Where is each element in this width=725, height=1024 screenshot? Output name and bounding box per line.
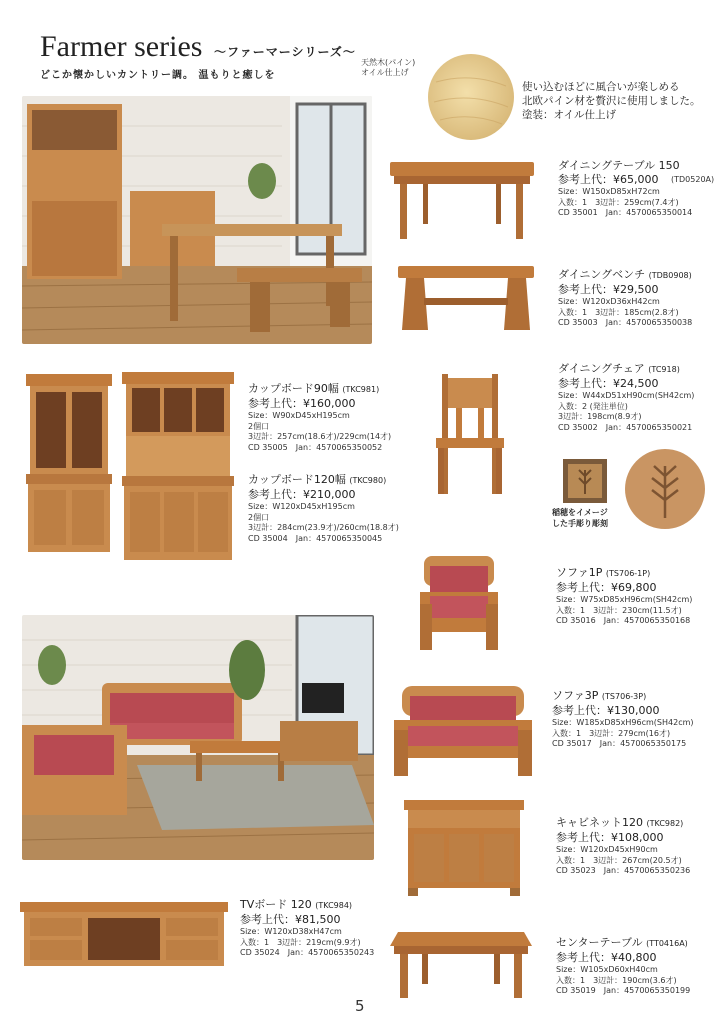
wood-label: 天然木(パイン) オイル仕上げ [361,58,416,77]
sofa3p-info: ソファ3P (TS706-3P) 参考上代：¥130,000 Size：W185xD85xH96cm(SH42cm) 入数：1 3辺計：279cm(16才) CD 35017 Jan：4570065350175 [552,689,694,748]
dining-table-info: ダイニングテーブル 150 参考上代：¥65,000 (TD0520A) Size：W150xD85xH72cm 入数：1 3辺計：259cm(7.4才) CD 35001 Jan：4570065350014 [558,159,715,217]
carved-panel-image [562,458,608,504]
series-subtitle: ～ファーマーシリーズ～ [213,45,356,59]
sofa3p-image [390,682,536,778]
tagline: どこか懐かしいカントリー調。 温もりと癒しを [40,70,276,81]
center-table-info: センターテーブル (TT0416A) 参考上代：¥40,800 Size：W105xD60xH40cm 入数：1 3辺計：190cm(3.6才) CD 35019 Jan：4570065350199 [556,936,691,995]
intro-text: 使い込むほどに風合いが楽しめる 北欧パイン材を贅沢に使用しました。 塗装：オイル仕上げ [522,81,701,121]
dining-bench-image [396,264,536,334]
carving-caption: 稲穂をイメージ した手彫り彫刻 [552,508,608,528]
cupboard120-info: カップボード120幅 (TKC980) 参考上代：¥210,000 Size：W120xD45xH195cm 2個口 3辺計：284cm(23.9才)/260cm(18.8才) CD 35004 Jan：4570065350045 [248,473,399,543]
cupboard90-info: カップボード90幅 (TKC981) 参考上代：¥160,000 Size：W90xD45xH195cm 2個口 3辺計：257cm(18.6才)/229cm(14才) CD 35005 Jan：4570065350052 [248,382,392,452]
cabinet120-image [402,798,526,898]
cabinet120-info: キャビネット120 (TKC982) 参考上代：¥108,000 Size：W120xD45xH90cm 入数：1 3辺計：267cm(20.5才) CD 35023 Jan：4570065350236 [556,816,691,875]
center-table-image [388,928,534,1000]
wood-sample-image [426,52,516,142]
tv-board-info: TVボード 120 (TKC984) 参考上代：¥81,500 Size：W120xD38xH47cm 入数：1 3辺計：219cm(9.9才) CD 35024 Jan：4570065350243 [240,898,375,957]
wheat-carving-image [624,448,706,530]
sofa1p-info: ソファ1P (TS706-1P) 参考上代：¥69,800 Size：W75xD85xH96cm(SH42cm) 入数：1 3辺計：230cm(11.5才) CD 35016 Jan：4570065350168 [556,566,693,625]
cupboard120-image [120,370,236,562]
sofa1p-image [416,552,502,652]
page-number: 5 [355,997,365,1015]
dining-bench-info: ダイニングベンチ (TDB0908) 参考上代：¥29,500 Size：W120xD36xH42cm 入数：1 3辺計：185cm(2.8才) CD 35003 Jan：4570065350038 [558,268,693,327]
page-title [40,30,356,64]
dining-chair-info: ダイニングチェア (TC918) 参考上代：¥24,500 Size：W44xD51xH90cm(SH42cm) 入数：2 (発注単位) 3辺計：198cm(8.9才) CD 35002 Jan：4570065350021 [558,362,695,432]
dining-room-photo [22,96,372,344]
tv-board-image [18,900,230,970]
dining-table-image [388,160,536,242]
dining-chair-image [432,372,507,497]
cupboard90-image [24,372,114,554]
living-room-photo [22,615,374,860]
series-title: Farmer series [40,30,203,63]
